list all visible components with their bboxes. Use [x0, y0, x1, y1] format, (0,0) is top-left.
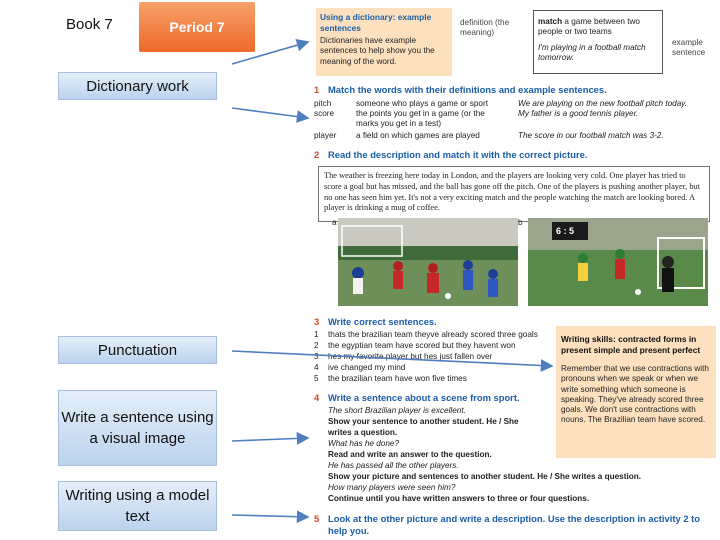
ex1-def: the points you get in a game (or the marks you get in a test) [356, 109, 485, 129]
arrow-model-text [232, 515, 308, 517]
ex1-def: someone who plays a game or sport [356, 99, 488, 108]
textbook-page: Using a dictionary: example sentences Dictionaries have example sentences to help show you the meaning of the word. definition (the meaning) match a game between two people or two teams I'm playing in a football match tomorrow. example sentence 1 Match the words with their definitions and example sentences. pitch someone who plays a game or sport We are playing on the new football pitch today. score the points you get in a game (or the marks you get in a test) My father is a good tennis player. player a field on which games are played The score in our football match was 3-2. 2 Read the description and match it with the correct picture. The weather is freezing here today in London, and the players are looking very cold. One player has tried to score a goal but has missed, and the ball has gone off the pitch. One of the players is pushing another player, but no one has seen him yet. It's not a very exciting match and the people watching the match are looking bored. A player is drinking a mug of coffee. a b 6 : 5 3 Write correct sentences. 1 thats the brazilian team theyve already scored three goals 2 the egyptian team have scored but they havent won 3 hes my favorite player but hes just fallen over 4 ive changed my mind 5 the brazilian team have won five times Writing skills: contracted forms in present simple and present perfect Remember that we use contractions with pronouns when we speak or when we write something which someone is speaking. They've already scored three goals. We don't use contractions with nouns. The Brazilian team have scored. 4 Write a sentence about a scene from sport. The short Brazilian player is excellent. Show your sentence to another student. He / She writes a question. What has he done? Read and write an answer to the question. He has passed all the other players. Show your picture and sentences to another student. He / She writes a question. How many players were seen him? Continue until you have written answers to three or four questions. 5 Look at the other picture and write a description. Use the description in activity 2 to help you. [310, 0, 720, 540]
arrow-punctuation [232, 351, 552, 366]
scoreboard: 6 : 5 [556, 226, 575, 236]
ex4-line: Show your picture and sentences to another student. He / She writes a question. [328, 472, 641, 481]
writing-skills-body: Remember that we use contractions with pronouns when we speak or when we write something which someone is speaking. They've already scored three goals. We don't use contractions with nouns. The Brazilian team have scored. [561, 364, 709, 425]
ex5-number: 5 [314, 513, 320, 524]
arrow-dictionary [232, 42, 308, 64]
ex3-item: the brazilian team have won five times [328, 374, 467, 383]
photo-b-label: b [518, 218, 523, 227]
ex1-word: pitch [314, 99, 332, 108]
period-badge: Period 7 [139, 2, 255, 52]
ex2-heading: Read the description and match it with the correct picture. [328, 149, 588, 160]
entry-example: I'm playing in a football match tomorrow. [538, 43, 646, 63]
photo-a-label: a [332, 218, 337, 227]
writing-skills-title: Writing skills: contracted forms in present simple and present perfect [561, 334, 701, 355]
arrow-visual-image [232, 438, 308, 441]
ex4-line: He has passed all the other players. [328, 461, 459, 470]
entry-word: match [538, 17, 563, 26]
label-dictionary-work: Dictionary work [58, 72, 217, 100]
ex4-line: The short Brazilian player is excellent. [328, 406, 466, 415]
ex1-word: player [314, 131, 337, 140]
ex4-line: How many players were seen him? [328, 483, 456, 492]
ex3-heading: Write correct sentences. [328, 316, 437, 327]
ex1-example: My father is a good tennis player. [518, 109, 639, 118]
ex4-line: What has he done? [328, 439, 400, 448]
dict-heading: Using a dictionary: example sentences [320, 12, 432, 33]
ex3-item: hes my favorite player but hes just fallen over [328, 352, 493, 361]
label-model-text: Writing using a model text [58, 481, 217, 531]
example-sentence-label: example sentence [672, 38, 706, 58]
ex1-example: The score in our football match was 3-2. [518, 131, 664, 140]
label-write-sentence: Write a sentence using a visual image [58, 390, 217, 466]
ex1-number: 1 [314, 84, 320, 95]
description-text: The weather is freezing here today in London, and the players are looking very cold. One player has tried to score a goal but has missed, and the ball has gone off the pitch. One of the players is pushing another player, but no one has seen him yet. It's not a very exciting match and the people watching the match are looking bored. A player is drinking a mug of coffee. [324, 171, 701, 213]
ex4-number: 4 [314, 392, 320, 403]
ex1-def: a field on which games are played [356, 131, 480, 140]
ex4-line: Show your sentence to another student. He / She [328, 417, 519, 426]
ex2-number: 2 [314, 149, 320, 160]
ex1-example: We are playing on the new football pitch today. [518, 99, 688, 108]
ex1-heading: Match the words with their definitions and example sentences. [328, 84, 607, 95]
ex1-word: score [314, 109, 335, 118]
ex3-number: 3 [314, 316, 320, 327]
ex4-line: Continue until you have written answers to three or four questions. [328, 494, 590, 503]
arrow-match-words [232, 108, 308, 118]
ex3-item: ive changed my mind [328, 363, 406, 372]
entry-def: a game between two people or two teams [538, 17, 640, 37]
ex5-heading: Look at the other picture and write a description. Use the description in activity 2 to help you. [328, 513, 700, 536]
ex3-item: the egyptian team have scored but they havent won [328, 341, 516, 350]
definition-label: definition (the meaning) [460, 18, 510, 38]
label-punctuation: Punctuation [58, 336, 217, 364]
ex3-item: thats the brazilian team theyve already scored three goals [328, 330, 538, 339]
ex4-line: writes a question. [328, 428, 398, 437]
ex4-line: Read and write an answer to the question. [328, 450, 492, 459]
ex4-heading: Write a sentence about a scene from sport. [328, 392, 520, 403]
dict-body: Dictionaries have example sentences to help show you the meaning of the word. [320, 36, 435, 66]
book-label: Book 7 [66, 16, 113, 33]
